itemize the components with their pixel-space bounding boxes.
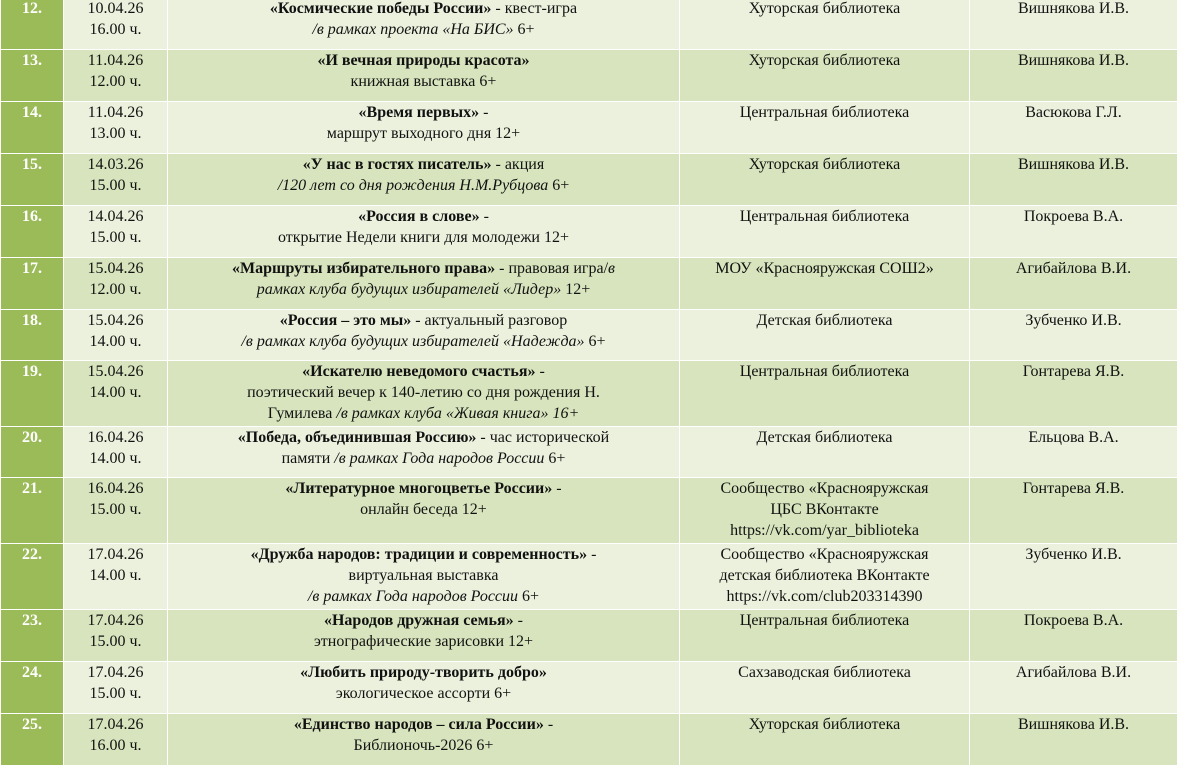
venue-cell bbox=[680, 0, 970, 50]
event-description: книжная выставка 6+ bbox=[351, 73, 497, 90]
event-line bbox=[170, 478, 677, 499]
event-description: этнографические зарисовки 12+ bbox=[314, 633, 533, 650]
event-line bbox=[170, 331, 677, 352]
venue-name: детская библиотека ВКонтакте bbox=[682, 565, 967, 586]
row-number: 22. bbox=[1, 544, 64, 610]
event-cell bbox=[168, 154, 680, 206]
venue-name: Центральная библиотека bbox=[682, 206, 967, 227]
event-date: 11.04.26 bbox=[66, 50, 165, 71]
venue-cell bbox=[680, 50, 970, 102]
event-date: 15.04.26 bbox=[66, 310, 165, 331]
table-row bbox=[1, 102, 1177, 154]
event-line bbox=[170, 175, 677, 196]
event-type: - правовая игра/ bbox=[495, 260, 608, 277]
row-number: 14. bbox=[1, 102, 64, 154]
event-line bbox=[170, 427, 677, 448]
table-row bbox=[1, 206, 1177, 258]
date-time-cell bbox=[64, 662, 168, 714]
responsible-person: Зубченко И.В. bbox=[970, 544, 1177, 610]
event-date: 14.03.26 bbox=[66, 154, 165, 175]
venue-name: Хуторская библиотека bbox=[682, 714, 967, 735]
responsible-person: Ельцова В.А. bbox=[970, 427, 1177, 478]
venue-cell bbox=[680, 544, 970, 610]
table-row bbox=[1, 258, 1177, 310]
event-type: - актуальный разговор bbox=[411, 312, 567, 329]
event-note: /в рамках Года народов России bbox=[334, 450, 544, 467]
event-time: 12.00 ч. bbox=[66, 71, 165, 92]
row-number: 15. bbox=[1, 154, 64, 206]
event-type: - bbox=[480, 208, 489, 225]
event-line bbox=[170, 499, 677, 520]
event-date: 16.04.26 bbox=[66, 478, 165, 499]
event-line bbox=[170, 544, 677, 565]
date-time-cell bbox=[64, 258, 168, 310]
event-line bbox=[170, 279, 677, 300]
event-line bbox=[170, 154, 677, 175]
event-line bbox=[170, 0, 677, 19]
event-cell bbox=[168, 478, 680, 544]
age-rating: 6+ bbox=[548, 177, 569, 194]
venue-name: Центральная библиотека bbox=[682, 361, 967, 382]
age-rating: 6+ bbox=[585, 333, 606, 350]
date-time-cell bbox=[64, 714, 168, 766]
event-line bbox=[170, 258, 677, 279]
venue-name: МОУ «Краснояружская СОШ2» bbox=[682, 258, 967, 279]
venue-cell bbox=[680, 610, 970, 662]
date-time-cell bbox=[64, 206, 168, 258]
event-description: поэтический вечер к 140-летию со дня рождения Н. bbox=[247, 384, 600, 401]
event-date: 14.04.26 bbox=[66, 206, 165, 227]
event-description: Библионочь-2026 6+ bbox=[354, 737, 494, 754]
event-line bbox=[170, 662, 677, 683]
venue-link[interactable]: https://vk.com/yar_biblioteka bbox=[682, 520, 967, 541]
event-title: «Литературное многоцветье России» bbox=[285, 480, 552, 497]
event-title: «Россия в слове» bbox=[358, 208, 480, 225]
event-title: «Единство народов – сила России» bbox=[294, 716, 544, 733]
table-row bbox=[1, 544, 1177, 610]
event-time: 14.00 ч. bbox=[66, 331, 165, 352]
event-date: 16.04.26 bbox=[66, 427, 165, 448]
responsible-person: Зубченко И.В. bbox=[970, 310, 1177, 361]
event-cell bbox=[168, 206, 680, 258]
table-row bbox=[1, 662, 1177, 714]
event-cell bbox=[168, 610, 680, 662]
row-number: 13. bbox=[1, 50, 64, 102]
event-time: 16.00 ч. bbox=[66, 19, 165, 40]
event-time: 14.00 ч. bbox=[66, 448, 165, 469]
venue-cell bbox=[680, 206, 970, 258]
event-line bbox=[170, 361, 677, 382]
responsible-person: Вишнякова И.В. bbox=[970, 50, 1177, 102]
date-time-cell bbox=[64, 361, 168, 427]
venue-cell bbox=[680, 427, 970, 478]
venue-name: Центральная библиотека bbox=[682, 610, 967, 631]
row-number: 24. bbox=[1, 662, 64, 714]
row-number: 19. bbox=[1, 361, 64, 427]
responsible-person: Покроева В.А. bbox=[970, 206, 1177, 258]
event-time: 14.00 ч. bbox=[66, 382, 165, 403]
event-cell bbox=[168, 50, 680, 102]
table-row bbox=[1, 427, 1177, 478]
event-time: 15.00 ч. bbox=[66, 499, 165, 520]
event-cell bbox=[168, 258, 680, 310]
event-title: «Победа, объединившая Россию» bbox=[238, 429, 477, 446]
event-date: 17.04.26 bbox=[66, 662, 165, 683]
event-line bbox=[170, 206, 677, 227]
event-title: «И вечная природы красота» bbox=[317, 52, 529, 69]
venue-cell bbox=[680, 154, 970, 206]
venue-cell bbox=[680, 258, 970, 310]
event-type: - bbox=[552, 480, 561, 497]
event-title: «Россия – это мы» bbox=[280, 312, 411, 329]
event-line bbox=[170, 735, 677, 756]
event-title: «Искателю неведомого счастья» bbox=[302, 363, 535, 380]
date-time-cell bbox=[64, 0, 168, 50]
date-time-cell bbox=[64, 427, 168, 478]
event-line bbox=[170, 403, 677, 424]
event-title: «Дружба народов: традиции и современность» bbox=[251, 546, 588, 563]
row-number: 20. bbox=[1, 427, 64, 478]
event-date: 15.04.26 bbox=[66, 258, 165, 279]
event-title: «Народов дружная семья» bbox=[324, 612, 514, 629]
table-row bbox=[1, 714, 1177, 766]
event-line bbox=[170, 683, 677, 704]
event-time: 12.00 ч. bbox=[66, 279, 165, 300]
event-line bbox=[170, 310, 677, 331]
table-row bbox=[1, 610, 1177, 662]
event-note: /в рамках клуба «Живая книга» 16+ bbox=[336, 405, 579, 422]
event-date: 17.04.26 bbox=[66, 544, 165, 565]
table-row bbox=[1, 310, 1177, 361]
event-cell bbox=[168, 310, 680, 361]
event-note: /в рамках клуба будущих избирателей «Надежда» bbox=[241, 333, 584, 350]
row-number: 18. bbox=[1, 310, 64, 361]
venue-cell bbox=[680, 714, 970, 766]
event-note: /120 лет со дня рождения Н.М.Рубцова bbox=[278, 177, 549, 194]
event-title: «У нас в гостях писатель» bbox=[303, 156, 492, 173]
event-line bbox=[170, 102, 677, 123]
event-line bbox=[170, 586, 677, 607]
event-type: - bbox=[544, 716, 553, 733]
row-number: 25. bbox=[1, 714, 64, 766]
date-time-cell bbox=[64, 544, 168, 610]
event-time: 15.00 ч. bbox=[66, 175, 165, 196]
table-row bbox=[1, 361, 1177, 427]
event-type: - час исторической bbox=[476, 429, 609, 446]
date-time-cell bbox=[64, 102, 168, 154]
venue-name: Хуторская библиотека bbox=[682, 154, 967, 175]
responsible-person: Агибайлова В.И. bbox=[970, 258, 1177, 310]
responsible-person: Вишнякова И.В. bbox=[970, 714, 1177, 766]
event-time: 15.00 ч. bbox=[66, 683, 165, 704]
event-date: 11.04.26 bbox=[66, 102, 165, 123]
age-rating: 6+ bbox=[544, 450, 565, 467]
event-time: 13.00 ч. bbox=[66, 123, 165, 144]
row-number: 12. bbox=[1, 0, 64, 50]
event-cell bbox=[168, 361, 680, 427]
event-cell bbox=[168, 714, 680, 766]
date-time-cell bbox=[64, 154, 168, 206]
responsible-person: Гонтарева Я.В. bbox=[970, 361, 1177, 427]
event-line bbox=[170, 71, 677, 92]
event-description: маршрут выходного дня 12+ bbox=[327, 125, 520, 142]
event-type: - квест-игра bbox=[491, 0, 577, 17]
venue-cell bbox=[680, 310, 970, 361]
event-time: 14.00 ч. bbox=[66, 565, 165, 586]
event-line bbox=[170, 448, 677, 469]
venue-cell bbox=[680, 662, 970, 714]
event-description: виртуальная выставка bbox=[349, 567, 499, 584]
event-cell bbox=[168, 544, 680, 610]
venue-name: Сообщество «Краснояружская bbox=[682, 478, 967, 499]
event-description: памяти bbox=[282, 450, 335, 467]
event-type: - bbox=[536, 363, 545, 380]
row-number: 23. bbox=[1, 610, 64, 662]
table-row bbox=[1, 154, 1177, 206]
row-number: 16. bbox=[1, 206, 64, 258]
venue-name: Хуторская библиотека bbox=[682, 50, 967, 71]
responsible-person: Вишнякова И.В. bbox=[970, 154, 1177, 206]
event-time: 16.00 ч. bbox=[66, 735, 165, 756]
venue-name: Детская библиотека bbox=[682, 427, 967, 448]
venue-name: Детская библиотека bbox=[682, 310, 967, 331]
venue-name: Сахзаводская библиотека bbox=[682, 662, 967, 683]
event-line bbox=[170, 714, 677, 735]
event-line bbox=[170, 565, 677, 586]
event-description: онлайн беседа 12+ bbox=[360, 501, 487, 518]
event-note: рамках клуба будущих избирателей «Лидер» bbox=[257, 281, 561, 298]
date-time-cell bbox=[64, 610, 168, 662]
date-time-cell bbox=[64, 478, 168, 544]
row-number: 21. bbox=[1, 478, 64, 544]
event-note: /в рамках Года народов России bbox=[308, 588, 518, 605]
age-rating: 6+ bbox=[514, 21, 535, 38]
event-line bbox=[170, 382, 677, 403]
event-date: 17.04.26 bbox=[66, 610, 165, 631]
event-line bbox=[170, 19, 677, 40]
event-description: экологическое ассорти 6+ bbox=[336, 685, 511, 702]
event-note: /в рамках проекта «На БИС» bbox=[312, 21, 513, 38]
event-description: Гумилева bbox=[268, 405, 337, 422]
age-rating: 6+ bbox=[518, 588, 539, 605]
venue-name: Хуторская библиотека bbox=[682, 0, 967, 19]
table-row bbox=[1, 0, 1177, 50]
date-time-cell bbox=[64, 50, 168, 102]
event-type: - bbox=[514, 612, 523, 629]
event-note: в bbox=[608, 260, 615, 277]
event-title: «Космические победы России» bbox=[270, 0, 491, 17]
event-type: - акция bbox=[492, 156, 545, 173]
event-title: «Время первых» bbox=[359, 104, 480, 121]
event-cell bbox=[168, 102, 680, 154]
event-line bbox=[170, 123, 677, 144]
event-line bbox=[170, 631, 677, 652]
event-time: 15.00 ч. bbox=[66, 631, 165, 652]
event-date: 15.04.26 bbox=[66, 361, 165, 382]
event-cell bbox=[168, 662, 680, 714]
table-row bbox=[1, 478, 1177, 544]
responsible-person: Агибайлова В.И. bbox=[970, 662, 1177, 714]
event-type: - bbox=[587, 546, 596, 563]
event-time: 15.00 ч. bbox=[66, 227, 165, 248]
event-title: «Любить природу-творить добро» bbox=[300, 664, 547, 681]
venue-cell bbox=[680, 478, 970, 544]
row-number: 17. bbox=[1, 258, 64, 310]
event-date: 10.04.26 bbox=[66, 0, 165, 19]
event-description: открытие Недели книги для молодежи 12+ bbox=[278, 229, 569, 246]
venue-name: Центральная библиотека bbox=[682, 102, 967, 123]
event-title: «Маршруты избирательного права» bbox=[232, 260, 495, 277]
event-cell bbox=[168, 0, 680, 50]
event-line bbox=[170, 227, 677, 248]
responsible-person: Гонтарева Я.В. bbox=[970, 478, 1177, 544]
table-row bbox=[1, 50, 1177, 102]
event-date: 17.04.26 bbox=[66, 714, 165, 735]
venue-link[interactable]: https://vk.com/club203314390 bbox=[682, 586, 967, 607]
venue-cell bbox=[680, 361, 970, 427]
venue-name: Сообщество «Краснояружская bbox=[682, 544, 967, 565]
event-type: - bbox=[479, 104, 488, 121]
event-cell bbox=[168, 427, 680, 478]
responsible-person: Вишнякова И.В. bbox=[970, 0, 1177, 50]
responsible-person: Васюкова Г.Л. bbox=[970, 102, 1177, 154]
event-line bbox=[170, 610, 677, 631]
responsible-person: Покроева В.А. bbox=[970, 610, 1177, 662]
event-line bbox=[170, 50, 677, 71]
venue-cell bbox=[680, 102, 970, 154]
date-time-cell bbox=[64, 310, 168, 361]
age-rating: 12+ bbox=[561, 281, 590, 298]
venue-name: ЦБС ВКонтакте bbox=[682, 499, 967, 520]
